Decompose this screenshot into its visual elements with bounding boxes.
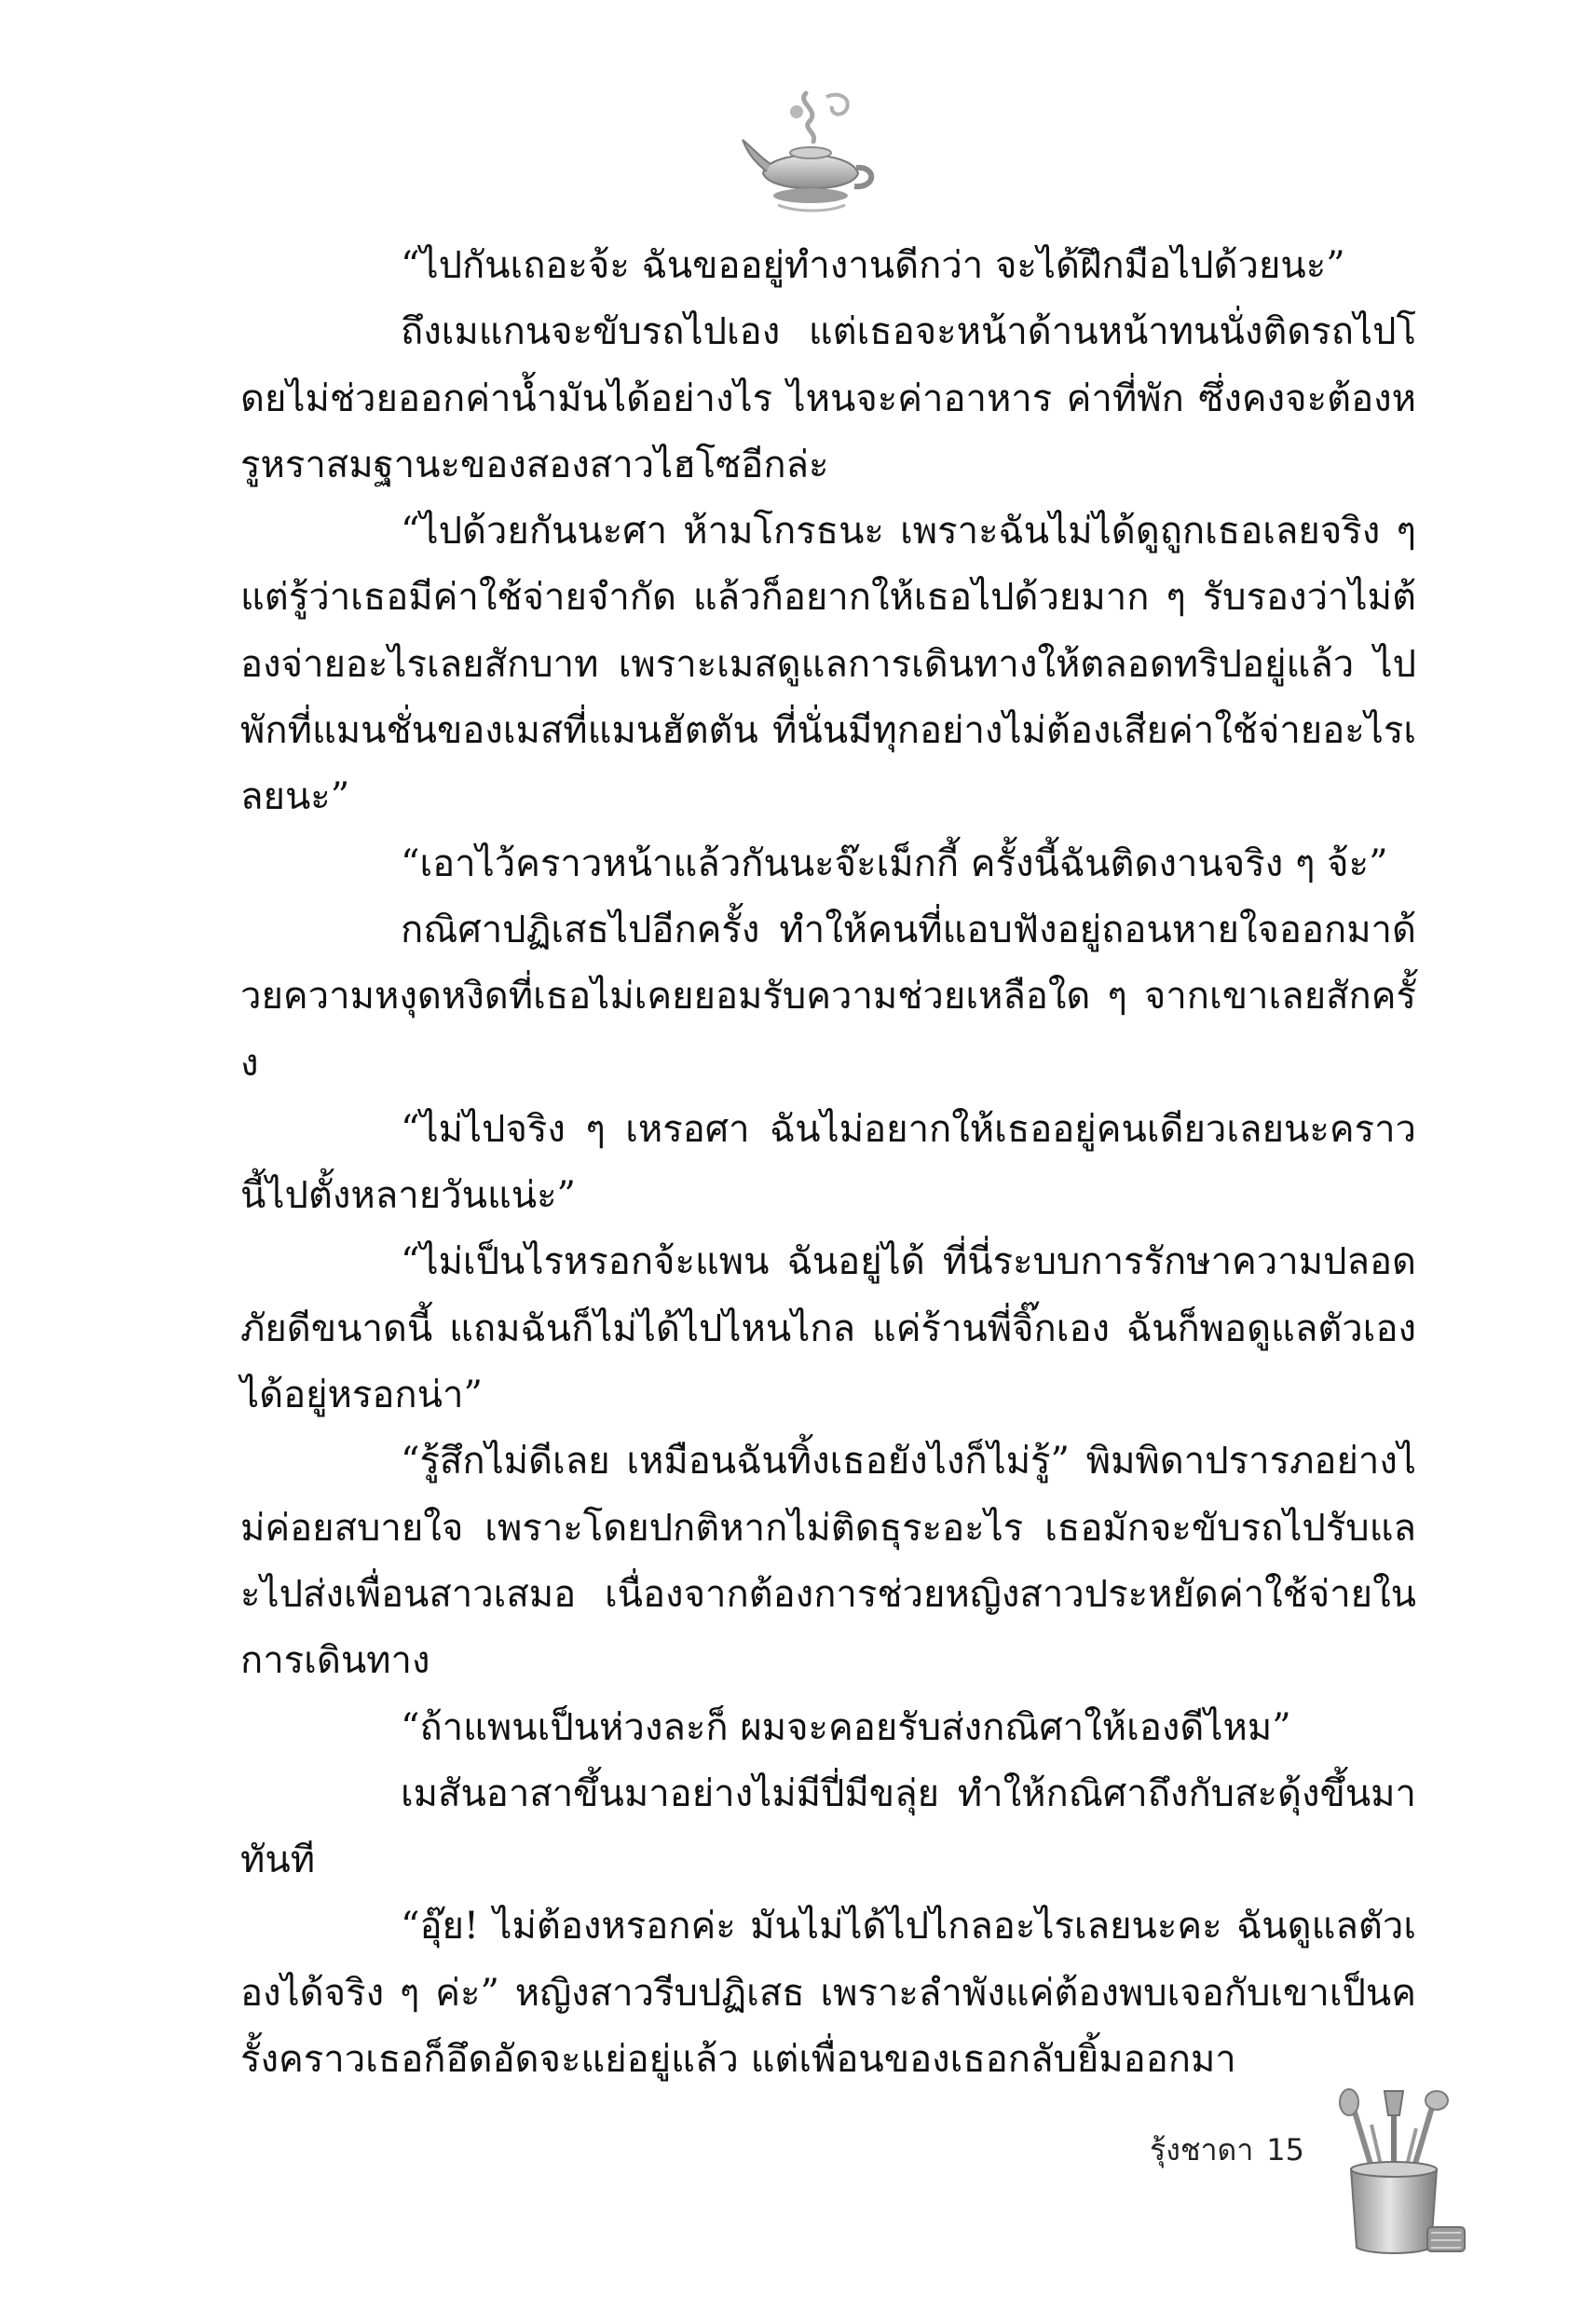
paragraph: “ไปด้วยกันนะศา ห้ามโกรธนะ เพราะฉันไม่ได้ดูถูกเธอเลยจริง ๆ แต่รู้ว่าเธอมีค่าใช้จ่ายจำกัด แล้วก็อยากให้เธอไปด้วยมาก ๆ รับรองว่าไม่ต้องจ่ายอะไรเลยสักบาท เพราะเมสดูแลการเดินทางให้ตลอดทริปอยู่แล้ว ไปพักที่แมนชั่นของเมสที่แมนฮัตตัน ที่นั่นมีทุกอย่างไม่ต้องเสียค่าใช้จ่ายอะไรเลยนะ” — [240, 510, 1416, 819]
paragraph: ถึงเมแกนจะขับรถไปเอง แต่เธอจะหน้าด้านหน้าทนนั่งติดรถไปโดยไม่ช่วยออกค่าน้ำมันได้อย่างไร ไหนจะค่าอาหาร ค่าที่พัก ซึ่งคงจะต้องหรูหราสมฐานะของสองสาวไฮโซอีกล่ะ — [240, 310, 1416, 486]
page-footer — [1099, 2087, 1491, 2264]
utensil-jar-icon — [1316, 2087, 1472, 2264]
page-number: 15 — [1266, 2132, 1304, 2167]
paragraph: กณิศาปฏิเสธไปอีกครั้ง ทำให้คนที่แอบฟังอยู่ถอนหายใจออกมาด้วยความหงุดหงิดที่เธอไม่เคยยอมรับความช่วยเหลือใด ๆ จากเขาเลยสักครั้ง — [240, 908, 1416, 1085]
body-text — [240, 233, 1416, 2093]
teapot-ornament-icon — [741, 84, 880, 214]
paragraph: “ไปกันเถอะจ้ะ ฉันขออยู่ทำงานดีกว่า จะได้ฝึกมือไปด้วยนะ” — [401, 244, 1345, 287]
paragraph: “ถ้าแพนเป็นห่วงละก็ ผมจะคอยรับส่งกณิศาให้เองดีไหม” — [401, 1705, 1291, 1749]
paragraph: “รู้สึกไม่ดีเลย เหมือนฉันทิ้งเธอยังไงก็ไม่รู้” พิมพิดาปรารภอย่างไม่ค่อยสบายใจ เพราะโดยปกติหากไม่ติดธุระอะไร เธอมักจะขับรถไปรับและไปส่งเพื่อนสาวเสมอ เนื่องจากต้องการช่วยหญิงสาวประหยัดค่าใช้จ่ายในการเดินทาง — [240, 1440, 1416, 1683]
paragraph: “ไม่ไปจริง ๆ เหรอศา ฉันไม่อยากให้เธออยู่คนเดียวเลยนะคราวนี้ไปตั้งหลายวันแน่ะ” — [240, 1107, 1416, 1218]
paragraph: “ไม่เป็นไรหรอกจ้ะแพน ฉันอยู่ได้ ที่นี่ระบบการรักษาความปลอดภัยดีขนาดนี้ แถมฉันก็ไม่ได้ไปไหนไกล แค่ร้านพี่จิ๊กเอง ฉันก็พอดูแลตัวเองได้อยู่หรอกน่า” — [240, 1240, 1416, 1417]
footer-label — [1099, 2126, 1304, 2174]
book-title: รุ้งชาดา — [1150, 2132, 1254, 2167]
paragraph: “อุ๊ย! ไม่ต้องหรอกค่ะ มันไม่ได้ไปไกลอะไรเลยนะคะ ฉันดูแลตัวเองได้จริง ๆ ค่ะ” หญิงสาวรีบปฏิเสธ เพราะลำพังแค่ต้องพบเจอกับเขาเป็นครั้งคราวเธอก็อึดอัดจะแย่อยู่แล้ว แต่เพื่อนของเธอกลับยิ้มออกมา — [240, 1905, 1416, 2082]
paragraph: เมสันอาสาขึ้นมาอย่างไม่มีปี่มีขลุ่ย ทำให้กณิศาถึงกับสะดุ้งขึ้นมาทันที — [240, 1771, 1416, 1882]
paragraph: “เอาไว้คราวหน้าแล้วกันนะจ๊ะเม็กกี้ ครั้งนี้ฉันติดงานจริง ๆ จ้ะ” — [401, 841, 1388, 885]
